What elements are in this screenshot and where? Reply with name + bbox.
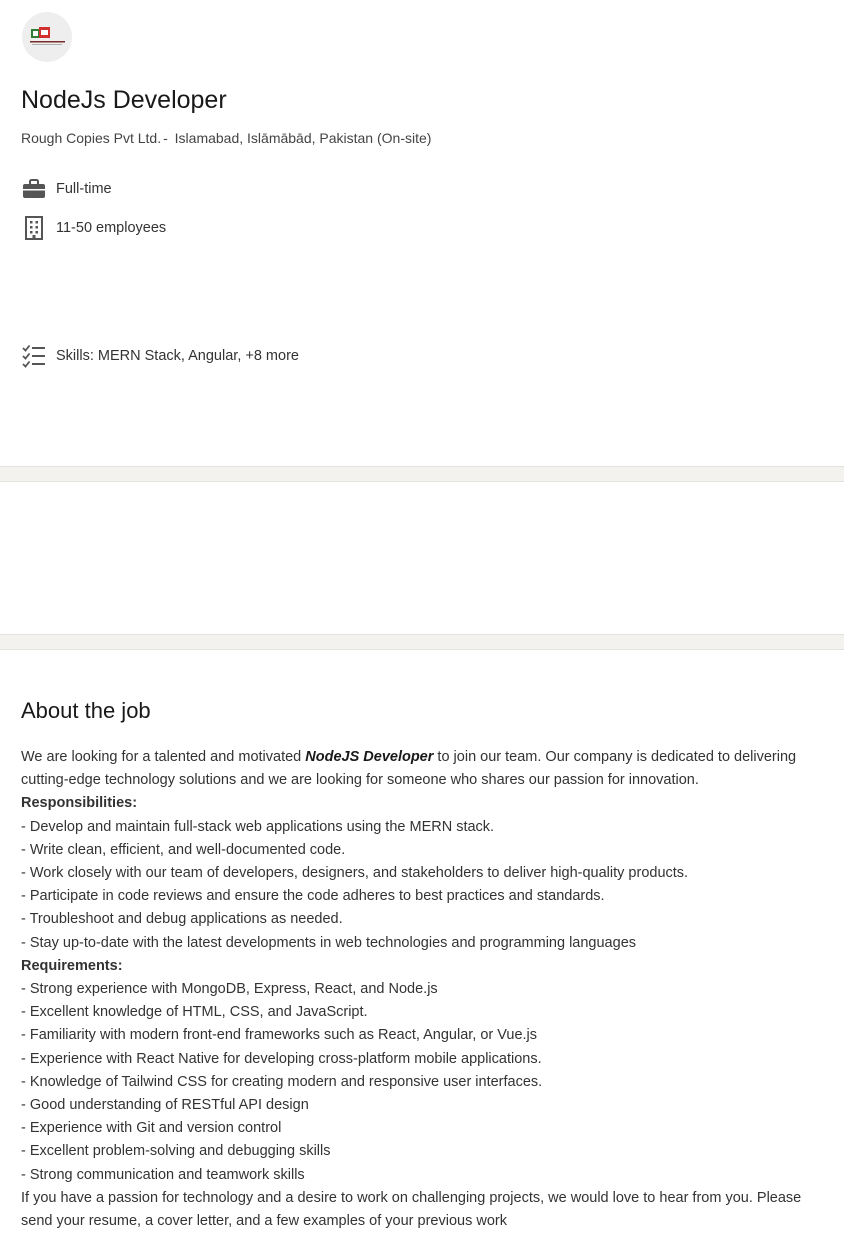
- requirement-item: - Knowledge of Tailwind CSS for creating modern and responsive user interfaces.: [21, 1073, 543, 1090]
- job-description: [21, 746, 831, 1233]
- responsibility-item: - Participate in code reviews and ensure the code adheres to best practices and standards.: [21, 888, 605, 905]
- responsibilities-list: [21, 816, 831, 955]
- responsibilities-label: Responsibilities:: [21, 795, 138, 812]
- section-divider: [0, 634, 844, 650]
- requirement-item: - Experience with React Native for developing cross-platform mobile applications.: [21, 1050, 542, 1067]
- requirement-item: - Good understanding of RESTful API design: [21, 1097, 309, 1114]
- requirement-item: - Excellent knowledge of HTML, CSS, and JavaScript.: [21, 1004, 368, 1021]
- company-logo-icon: [22, 12, 72, 62]
- skills-insight[interactable]: [21, 344, 299, 368]
- requirement-item: - Excellent problem-solving and debugging skills: [21, 1143, 331, 1160]
- responsibility-item: - Work closely with our team of developers, designers, and stakeholders to deliver high-quality products.: [21, 865, 689, 882]
- section-divider: [0, 466, 844, 482]
- checklist-icon: [21, 344, 47, 368]
- responsibility-item: - Develop and maintain full-stack web applications using the MERN stack.: [21, 818, 495, 835]
- requirements-label: Requirements:: [21, 957, 123, 974]
- company-size-text: 11-50 employees: [56, 220, 167, 236]
- job-closing: If you have a passion for technology and a desire to work on challenging projects, we would love to hear from you. Please send your resume, a cover letter, and a few examples of your previous work: [21, 1189, 802, 1230]
- job-location: Islamabad, Islāmābād, Pakistan (On-site): [174, 130, 432, 146]
- requirement-item: - Experience with Git and version control: [21, 1120, 282, 1137]
- job-title-emphasis: NodeJS Developer: [305, 749, 434, 765]
- job-intro: We are looking for a talented and motivated NodeJS Developer to join our team. Our company is dedicated to delivering cutting-edge technology solutions and we are looking for someone who shares our passion for innovation.: [21, 749, 797, 789]
- responsibility-item: - Troubleshoot and debug applications as needed.: [21, 911, 343, 928]
- responsibility-item: - Stay up-to-date with the latest developments in web technologies and programming languages: [21, 934, 637, 951]
- subtitle-separator: -: [163, 130, 168, 146]
- responsibility-item: - Write clean, efficient, and well-documented code.: [21, 841, 346, 858]
- requirement-item: - Familiarity with modern front-end frameworks such as React, Angular, or Vue.js: [21, 1027, 538, 1044]
- requirements-list: [21, 978, 831, 1187]
- job-subtitle: [21, 130, 431, 146]
- requirement-item: - Strong communication and teamwork skills: [21, 1166, 305, 1183]
- about-job-heading: About the job: [21, 698, 151, 723]
- company-size-insight: [21, 216, 166, 240]
- company-logo[interactable]: [22, 12, 72, 62]
- job-title[interactable]: NodeJs Developer: [21, 86, 227, 114]
- job-type-insight: [21, 177, 112, 201]
- requirement-item: - Strong experience with MongoDB, Express, React, and Node.js: [21, 981, 438, 998]
- briefcase-icon: [21, 177, 47, 201]
- skills-text[interactable]: Skills: MERN Stack, Angular, +8 more: [56, 348, 299, 364]
- job-type-text: Full-time: [56, 181, 112, 197]
- company-name-link[interactable]: Rough Copies Pvt Ltd.: [21, 130, 162, 146]
- building-icon: [21, 216, 47, 240]
